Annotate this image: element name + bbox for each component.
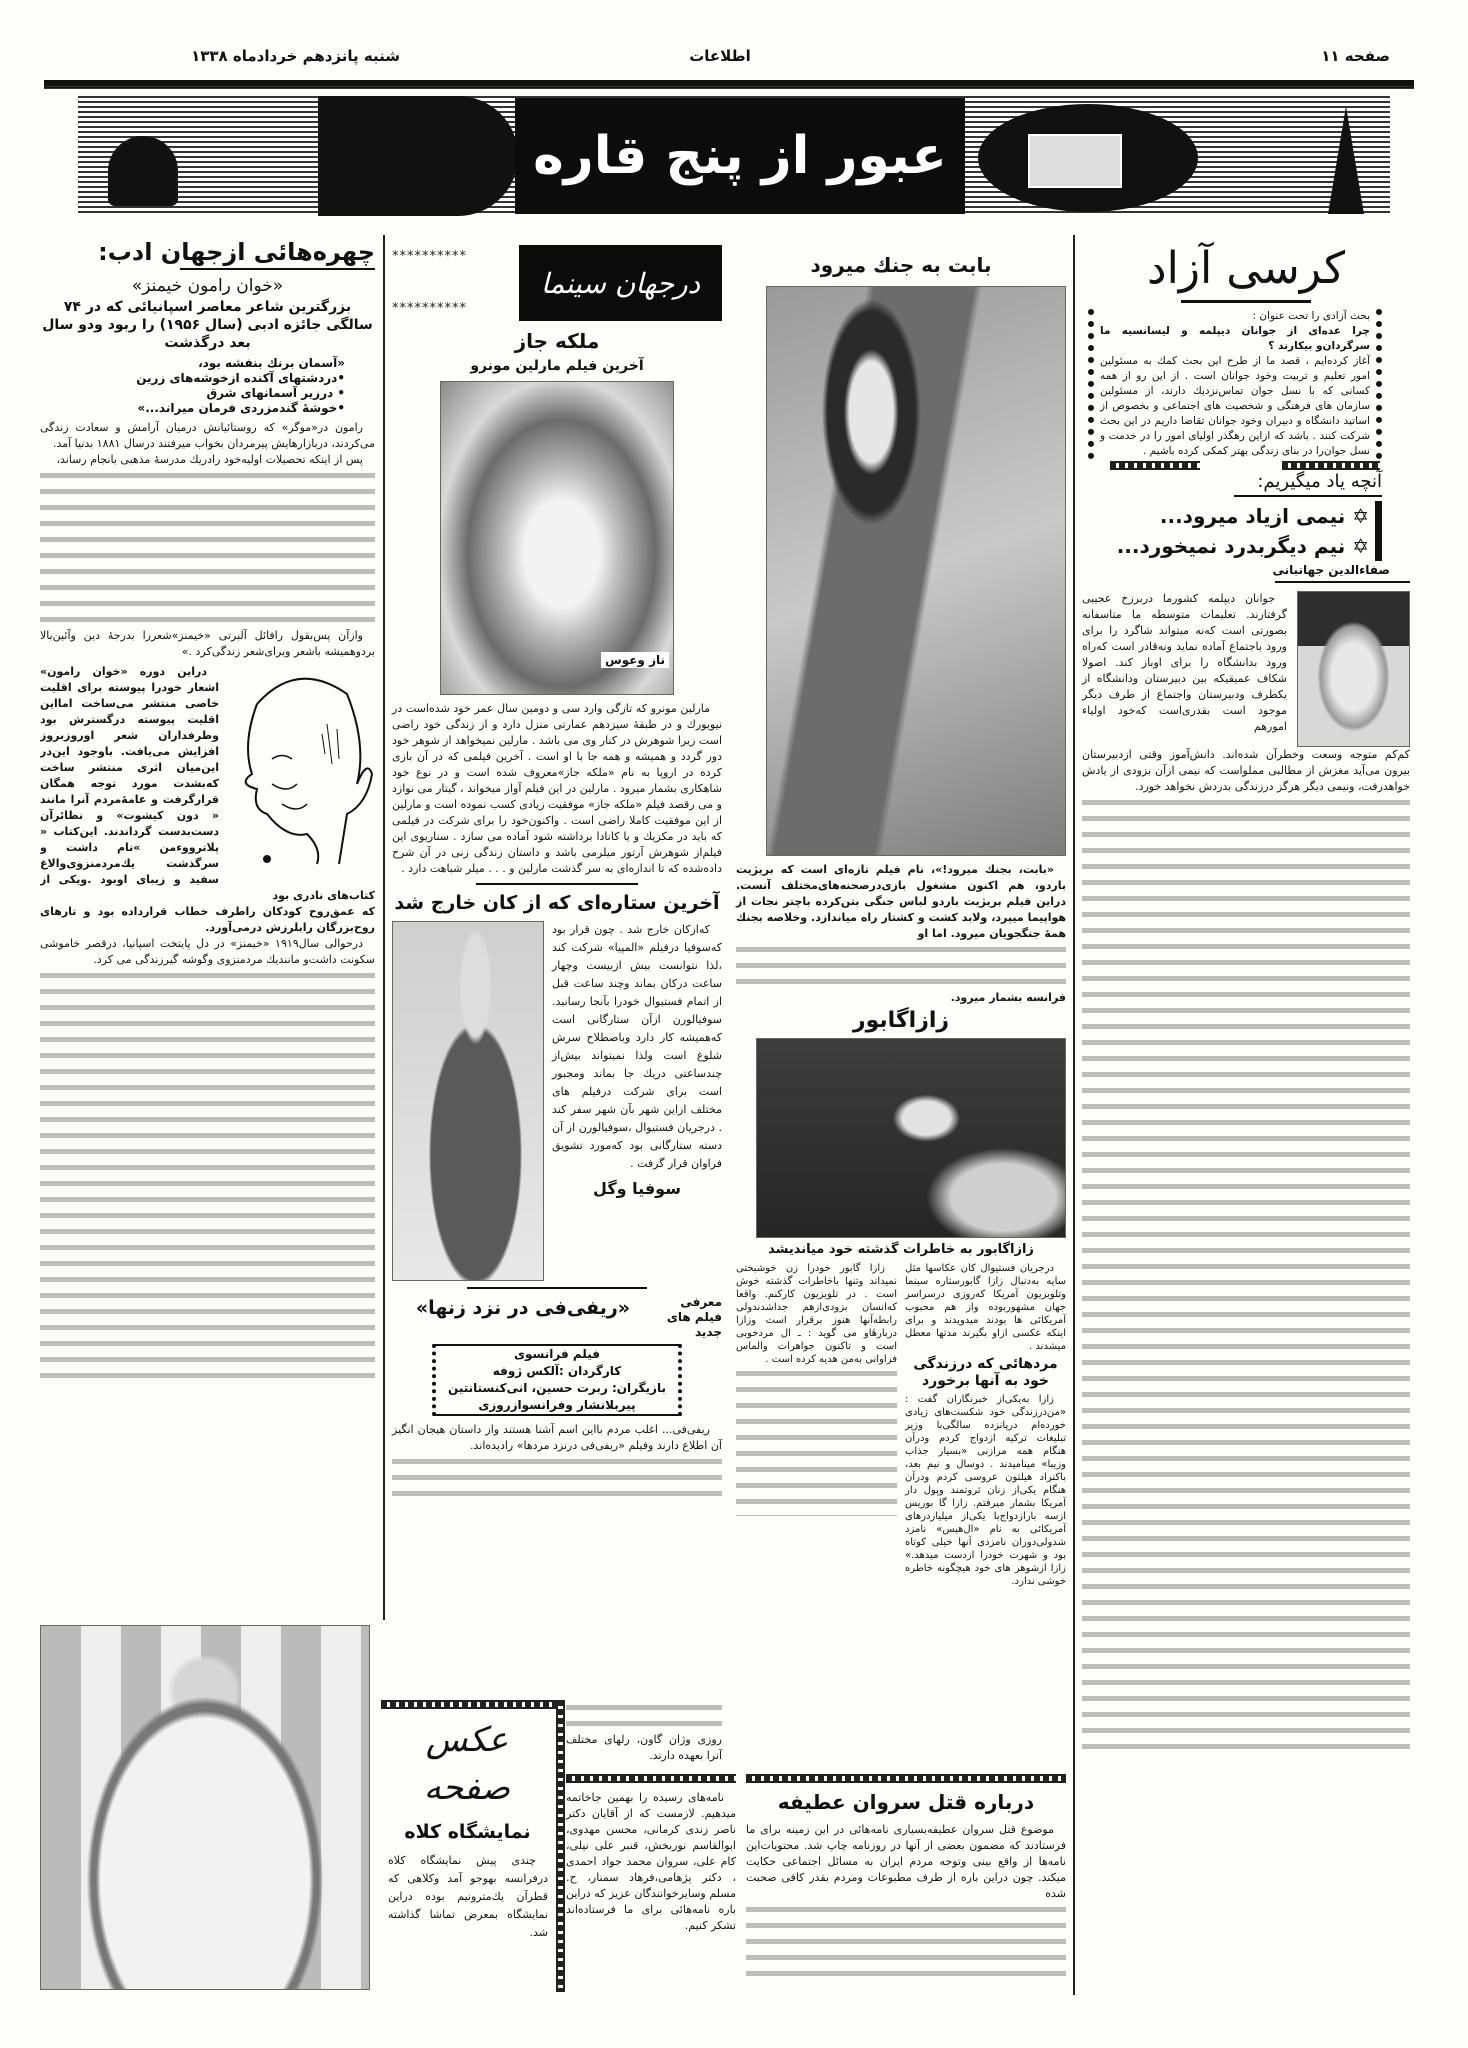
literature-body bbox=[40, 904, 375, 1388]
poet-name: «خوان رامون خیمنز» bbox=[131, 276, 284, 296]
paragraph: وازآن پس‌بقول رافائل آلبرتی «خیمنز»شعررا بدرجهٔ دین وآئین‌بالا بردوهمیشه باشعر وبرای‌شعر زندگی‌کرد .» bbox=[40, 629, 375, 658]
issue-date: شنبه پانزدهم خردادماه ۱۳۳۸ bbox=[191, 47, 400, 65]
title-underline bbox=[180, 268, 375, 270]
box-text: آغاز کرده‌ایم ، قصد ما از طرح این بحث کمك به مسئولین امور تعلیم و تربیت وخود جوانان است . از این رو از همه کسانی که با نسل جوان تماس‌نزدیك دارند، از مسئولین سازمان های فرهنگی و شخصیت های اجتماعی و بخصوص از اساتید دانشگاه و دبیران وخود جوانان تقاضا داریم در این بحث شرکت کنند . باشد که ازاین رهگذر اولیای امور را در خدمت و نسل جوان‌را در بنای زندگی بهتر کمکی کرده باشیم . bbox=[1100, 355, 1370, 457]
paragraph: نامه‌های رسیده را بهمین جاخاتمه میدهیم. لازمست که از آقایان دکتر ناصر زندی کرمانی، محسن مهدوی، ابوالقاسم نوربخش، قنبر علی نیلی، کام علی، سروان محمد جواد احمدی ، دکتر پژهامی،فرهاد سمنار، ح. مسلم وسایرخوانندگان عزیز که دراین باره نامه‌هائی برای ما فرستاده‌اند تشکر کنیم. bbox=[566, 1791, 736, 1932]
paragraph: که عمق‌روح کودکان راطرف خطاب قرارداده بود و تارهای روح‌بزرگان رابلرزش درمی‌آورد. bbox=[40, 905, 375, 934]
free-seat-title: کرسی آزاد bbox=[1146, 243, 1346, 294]
sophia-row bbox=[392, 921, 722, 1281]
film-title: ملکه جاز bbox=[514, 329, 600, 353]
box-intro: بحث آزادی را تحت عنوان : bbox=[1252, 310, 1370, 322]
column-divider bbox=[1073, 235, 1075, 1995]
hat-exhibition-title: نمایشگاه کلاه bbox=[404, 1821, 531, 1843]
paragraph: رامون در«موگر» که روستائیانش درمیان آرامش و سعادت زندگی می‌کردند، دربازارهایش پیرمردان بخواب میرفتند درسال ۱۸۸۱ بدنیا آمد. bbox=[40, 421, 375, 450]
chain-border bbox=[746, 1774, 1066, 1783]
rififi-header bbox=[392, 1295, 722, 1340]
poet-portrait-sketch bbox=[227, 664, 375, 879]
masthead-rule bbox=[44, 80, 1414, 89]
sophia-headline: آخرین ستاره‌ای که از کان خارج شد bbox=[394, 892, 720, 914]
star-icon: ✡ bbox=[1345, 534, 1369, 558]
text-continuation bbox=[40, 968, 375, 1388]
cinema-header bbox=[392, 245, 722, 321]
bardot-headline: بابت به جنك میرود bbox=[810, 253, 992, 277]
chain-borders bbox=[1082, 459, 1410, 469]
section-banner bbox=[78, 96, 1390, 216]
chain-border bbox=[1282, 461, 1380, 470]
paragraph: چندی پیش نمایشگاه کلاه درفرانسه بهوجو آمد وکلاهی که قطرآن یك‌مترونیم بوده دراین نمایشگاه بمعرض تماشا گذاشته شد. bbox=[388, 1854, 548, 1939]
hat-exhibition-photo bbox=[40, 1625, 370, 1990]
paragraph: درحوالی سال۱۹۱۹ «خیمنز» در دل پایتخت اسپانیا، درقصر خاموشی سکونت داشت‌و مانندیك مردمنزوی وگوشه گیرزندگی می کرد. bbox=[40, 937, 375, 966]
text-continuation bbox=[736, 942, 1066, 990]
bardot-column bbox=[736, 250, 1066, 1588]
credit-line: پیر‌بلانشار وفرانسوازروزی bbox=[478, 1398, 636, 1412]
bardot-article bbox=[736, 862, 1066, 1006]
text-continuation bbox=[736, 1366, 897, 1516]
hat-exhibition-text bbox=[388, 1852, 548, 1942]
headline-text: نیم دیگربدرد نمیخورد... bbox=[1116, 534, 1346, 558]
paragraph: جوانان دیپلمه کشورما دربرزخ عجیبی گرفتارند. تعلیمات متوسطه ما متاسفانه بصورتی است که‌نه میتواند شاگرد را برای ورود باجتماع آماده نماید ونه‌قادر است که‌راه ورود بدانشگاه را برای اوباز کند. اصولا شکاف عمیقیکه بین دبیرستان ودانشگاه از یکطرف ودبیرستان واجتماع از طرف دیگر موجود است بقدری‌است که‌خود اولیاء امورهم bbox=[1082, 592, 1287, 733]
box-question: چرا عده‌ای از جوانان دیپلمه و لیسانسیه ما سرگردان‌و بیکارند ؟ bbox=[1100, 325, 1370, 352]
education-article-side bbox=[1082, 591, 1287, 747]
zaza-headline: زازاگابور bbox=[852, 1008, 950, 1033]
headline-block bbox=[1082, 501, 1382, 561]
headline-line-1 bbox=[1082, 501, 1369, 531]
article-lead: بزرگترین شاعر معاصر اسپانیائی که در ۷۴ سالگی جائزه ادبی (سال ۱۹۵۶) را ربود ودو سال بعد درگذشت bbox=[42, 299, 373, 351]
portrait-row bbox=[1082, 591, 1410, 747]
zaza-article-col bbox=[905, 1262, 1066, 1353]
paragraph: مارلین مونرو که تازگی وارد سی و دومین سال عمر خود شده‌است در نیویورك و در طبقهٔ سیزدهم عمارتی منزل دارد و از زندگی خود راضی است زیرا شوهرش در کنار وی می باشد . مارلین نمیخواهد از شوهر خود دور گردد و همیشه و همه جا با او است . آخرین فیلمی که در آن بازی کرده در اروپا به نام «ملکه جاز»معروف شده است و در نوع خود شاهکاری بشمار میرود . مارلین در این فیلم آواز میخواند ، گیتار می نوازد و می رقصد فیلم «ملکه جاز» موفقیت زیادی کسب نموده است و مارلین از این موفقیت کاملا راضی است . واکنون‌خود را برای شرکت در فیلمی که باید در مکزیك و یا کانادا برداشته شود آماده می سازد . سناریوی این فیلم‌از شوهرش آرتور میلرمی باشد و داستان زندگی زنی در آن شرح داده‌شده که تا اندازه‌ای به سر گذشت مارلین و . . . میلر شباهت دارد . bbox=[392, 702, 722, 875]
paragraph: درجریان فستیوال کان عکاسها مثل سایه به‌دنبال زازا گابورستاره سینما وتلویزیون آمریکا که‌روزی درسراسر جهان مشهوربوده واز هم محبوب آمریکائی ها بودند میدویدند و برای اینکه عکسی ازاو بگیرند مدتها معطل میشدند . bbox=[905, 1263, 1066, 1352]
paragraph: زازا گابور خودرا زن خوشبختی نمیداند وتنها باخاطرات گذشته خوش است . در تلویزیون کارکنم. واقعا که‌انسان بزودی‌ازهم جداشدندولی رابطه‌آنها هنوز برقرار است وزازا دربارهٔاو می گوید : ـ ال مردخوبی است و تاکنون جواهرات والماس فراوانی به‌من هدیه کرده است . bbox=[736, 1263, 897, 1365]
chain-border bbox=[556, 1700, 565, 1992]
chain-border bbox=[1110, 461, 1200, 470]
banner-title-box bbox=[515, 98, 965, 214]
banner-title: عبور از پنج قاره bbox=[533, 126, 947, 186]
decorative-stars: ********** bbox=[392, 301, 467, 316]
poem-line: •خوشهٔ گندمزردی فرمان میراند...» bbox=[137, 401, 345, 415]
poem-line: «آسمان برنك بنفشه بود، bbox=[198, 356, 345, 370]
star-icon: ✡ bbox=[1345, 504, 1369, 528]
literature-body bbox=[40, 420, 375, 660]
text-continuation bbox=[1082, 795, 1410, 1755]
divider bbox=[467, 1287, 647, 1289]
rififi-article-end bbox=[566, 1700, 722, 1764]
paragraph: زازا به‌یکی‌از خبرنگاران گفت : «من‌درزندگی خود شکست‌های زیادی خورده‌ام درپانزده سالگی‌با وزیر تبلیغات ترکیه ازدواج کردم ودرآن هنگام همه مرازنی «بسیار جذاب وزیبا» مینامیدند . دوسال و نیم بعد، باکنراد هیلتون عروسی کردم ودرآن هنگام یکی‌از زنان ثروتمند وپول دار آمریکا بشمار میرفتم. زازا گا بوریس ازسه بارازدواج‌با یکی‌از میلیاردرهای آمریکائی به نام «ال‌هیس» نامزد شدولی‌دوران نامزدی آنها خیلی کوتاه بود و شهرت خودرا ازدست میدهد.» زازا ازشوهر های خود هیچگونه خاطره خوشی ندارد. bbox=[905, 1394, 1066, 1587]
zaza-article-col bbox=[905, 1393, 1066, 1588]
paragraph: ریفی‌فی... اغلب مردم بااین اسم آشنا هستند واز داستان هیجان انگیز آن اطلاع دارند وفیلم «ریفی‌فی درنزد مردها» رادیده‌اند. bbox=[392, 1423, 722, 1452]
paragraph: کم‌کم متوجه وسعت وخطرآن شده‌اند. دانش‌آموز وقتی ازدبیرستان بیرون می‌آید مغزش از مطالبی مملواست که نیمی ازآن بزودی از یادش خواهدرفت، ونیمی دیگر هرگز درزندگی بدردش نخواهد خورد. bbox=[1082, 748, 1410, 793]
poem bbox=[40, 356, 375, 416]
title-underline bbox=[1234, 495, 1382, 497]
zsa-zsa-gabor-photo bbox=[756, 1038, 1066, 1238]
book-quill-illustration bbox=[978, 104, 1198, 212]
brigitte-bardot-photo bbox=[766, 286, 1066, 856]
eiffel-tower-illustration bbox=[1328, 106, 1364, 214]
chain-border bbox=[566, 1774, 736, 1783]
cinema-section-title: درجهان سینما bbox=[540, 266, 701, 300]
free-seat-box bbox=[1088, 309, 1382, 459]
atifeh-article bbox=[746, 1822, 1066, 1982]
paragraph: موضوع قتل سروان عطیفه‌بسیاری نامه‌هائی در این زمینه برای ما فرستادند که مضمون بعضی از آنها در روزنامه چاپ شد. محتویات‌این نامه‌ها از واقع بینی وتوجه مردم ایران به مسائل اجتماعی حکایت میکند. چون دراین باره از طرف مطبوعات ومردم بقدر کافی صحبت شده bbox=[746, 1823, 1066, 1900]
atifeh-headline: درباره قتل سروان عطیفه bbox=[777, 1790, 1035, 1814]
sophia-article bbox=[552, 921, 722, 1281]
divider bbox=[476, 883, 638, 885]
page-number: صفحه ۱۱ bbox=[1321, 47, 1390, 65]
newspaper-name: اطلاعات bbox=[689, 47, 751, 65]
harp-illustration bbox=[318, 96, 518, 216]
paragraph: «بابت، بجنك میرود!»، نام فیلم تازه‌ای است که بریژیت باردو، هم اکنون مشغول بازی‌درصحنه‌های‌مختلف آنست. دراین فیلم بریژیت باردو لباس جنگی بتن‌کرده باچتر نجات از هواپیما میپرد، ولابد کشت و کشتار راه میاندازد. وخلاصه بجنك همهٔ جنگجویان میرود. اما او bbox=[736, 863, 1066, 940]
film-credits-box bbox=[432, 1344, 682, 1416]
photo-page-section: عکس صفحه bbox=[423, 1720, 511, 1808]
literature-section-title: چهره‌هائی ازجهان ادب: bbox=[98, 238, 375, 266]
decorative-stars: ********** bbox=[392, 249, 467, 264]
photo-caption-label: ناز وعوس bbox=[601, 652, 669, 668]
author-name: صفاءالدین جهانبانی bbox=[1272, 563, 1390, 577]
author-portrait-photo bbox=[1297, 591, 1410, 747]
new-films-label: معرفی فیلم های جدید bbox=[666, 1295, 722, 1339]
chain-border bbox=[381, 1700, 557, 1709]
credit-line: کارگردان :آلکس ژوفه bbox=[492, 1364, 622, 1378]
sketch-block bbox=[40, 664, 375, 904]
literature-column bbox=[40, 236, 375, 1388]
zaza-columns bbox=[736, 1262, 1066, 1588]
cinema-section-box bbox=[519, 245, 722, 321]
column-divider bbox=[383, 235, 385, 1620]
headline-text: نیمی ازیاد میرود... bbox=[1159, 504, 1346, 528]
marilyn-monroe-photo bbox=[440, 381, 674, 695]
poem-line: • درزیر آسمانهای شرق bbox=[206, 386, 345, 400]
education-article bbox=[1082, 747, 1410, 1755]
zaza-right-col bbox=[905, 1262, 1066, 1588]
text-continuation bbox=[392, 1454, 722, 1502]
paragraph: روزی وژان گاون، رلهای مختلف آنرا بعهده دارند. bbox=[566, 1733, 722, 1762]
ornament-divider bbox=[1181, 300, 1311, 303]
zaza-article-col bbox=[736, 1262, 897, 1588]
rififi-headline: «ریفی‌فی در نزد زنها» bbox=[415, 1297, 631, 1319]
zaza-subheadline: مردهائی که درزندگی خود به آنها برخورد bbox=[913, 1356, 1058, 1389]
credit-line: بازیگران: ربرت حسین، انی‌کنستانتین bbox=[448, 1381, 666, 1395]
paragraph: پس از اینکه تحصیلات اولیه‌خود رادریك مدرسهٔ مذهبی بانجام رساند، bbox=[56, 453, 363, 466]
article-title: آنچه یاد میگیریم: bbox=[1257, 471, 1382, 492]
headline-line-2 bbox=[1082, 531, 1369, 561]
sophia-loren-photo bbox=[392, 921, 544, 1281]
poem-line: •دردشتهای آکنده ازخوشه‌های زرین bbox=[136, 371, 345, 385]
text-continuation bbox=[40, 468, 375, 628]
paragraph: دراین دوره «خوان رامون» اشعار خودرا پیوسته برای اقلیت خاصی منتشر می‌ساخت امااین اقلیت پیوسته درگسترش بود وطرفداران شعر اوروزبروز افزایش می‌یافت. باوجود این‌در این‌میان اثری منتشر ساخت که‌بشدت مورد توجه همگان قرارگرفت و عامهٔ‌مردم آنرا مانند « دون کیشوت» و نظائرآن دست‌بدست گرداندند. این‌کتاب « پلاترووءمن »نام داشت و سرگذشت یك‌مردمنزوی‌والاغ سفید و زیبای اوبود .ویکی از کتاب‌های نادری بود bbox=[40, 665, 375, 902]
credit-line: فیلم فرانسوی bbox=[514, 1347, 600, 1361]
paragraph: که‌ازکان خارج شد . چون قرار بود که‌سوفیا درفیلم «المپیا» شرکت کند ،لذا نتوانست بیش ازبیست وچهار ساعت درکان بماند وچند ساعت قبل از اتمام فستیوال خودرا بآنجا رسانید. سوفیالورن ازآن ستارگانی است که‌همیشه کار دارد وباصطلاح سرش شلوغ است ولذا نمیتواند بیش‌از چندساعتی دریك جا بماند ومجبور است برای شرکت درفیلم های مختلف ازاین شهر بآن شهر سفر کند . درجریان فستیوال ،سوفیالورن از آن دسته ستارگانی بود که‌مورد تشویق فراوان قرار گرفت . bbox=[552, 923, 722, 1170]
film-subtitle: آخرین فیلم مارلین مونرو bbox=[470, 358, 644, 374]
photo-caption: سوفیا وگل bbox=[593, 1179, 681, 1198]
paragraph: فرانسه بشمار میرود. bbox=[950, 991, 1066, 1004]
text-continuation bbox=[566, 1700, 722, 1732]
decorative-stars-group bbox=[392, 248, 467, 318]
cinema-column bbox=[392, 245, 722, 1502]
dancer-illustration bbox=[108, 136, 178, 206]
photo-caption: زازاگابور به خاطرات گذشته خود میاندیشد bbox=[768, 1242, 1034, 1257]
free-seat-column bbox=[1082, 240, 1410, 1755]
rififi-article bbox=[392, 1422, 722, 1502]
marilyn-article bbox=[392, 701, 722, 877]
divider bbox=[1275, 581, 1410, 583]
text-continuation bbox=[746, 1902, 1066, 1982]
letters-note bbox=[566, 1790, 736, 1934]
